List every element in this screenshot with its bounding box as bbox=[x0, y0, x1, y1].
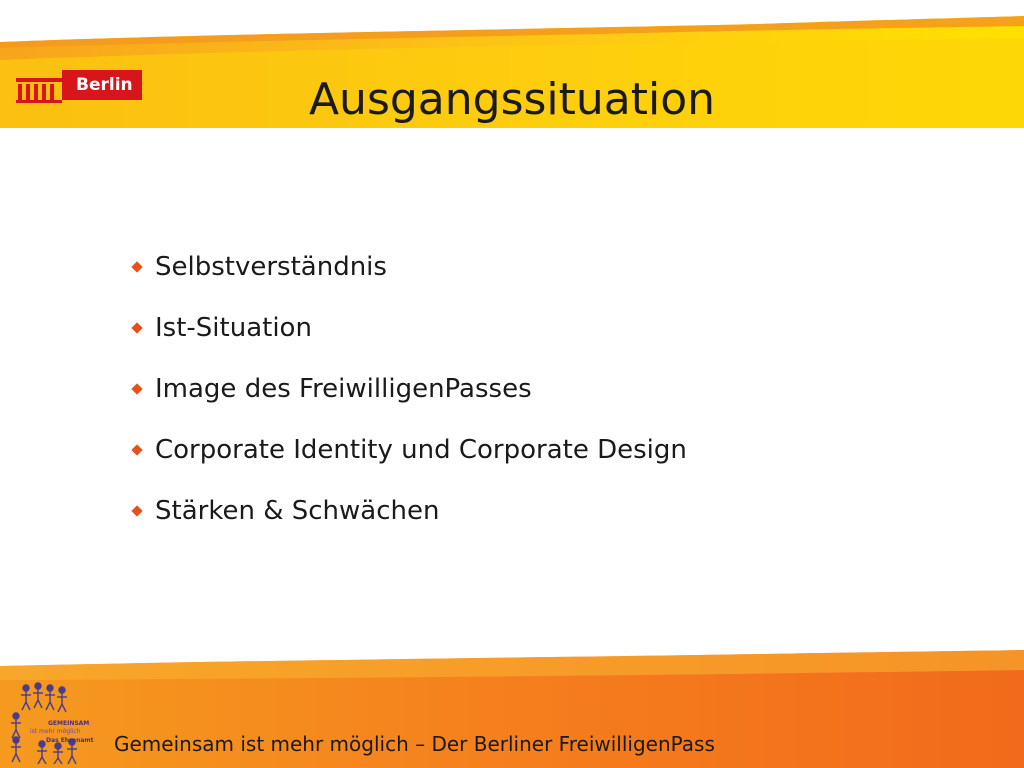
bullet-text: Ist-Situation bbox=[155, 312, 312, 343]
slide-title: Ausgangssituation bbox=[308, 74, 716, 125]
footer-logo-text: Das Ehrenamt bbox=[46, 737, 94, 744]
bullet-item bbox=[130, 236, 687, 297]
footer-logo-text: ist mehr möglich bbox=[30, 728, 81, 735]
bullet-list bbox=[130, 236, 687, 541]
bullet-item bbox=[130, 419, 687, 480]
diamond-bullet-icon bbox=[131, 444, 142, 455]
diamond-bullet-icon bbox=[131, 505, 142, 516]
bullet-text: Selbstverständnis bbox=[155, 251, 387, 282]
footer-logo bbox=[6, 680, 98, 764]
footer-text: Gemeinsam ist mehr möglich – Der Berliner FreiwilligenPass bbox=[114, 732, 715, 756]
diamond-bullet-icon bbox=[131, 261, 142, 272]
diamond-bullet-icon bbox=[131, 322, 142, 333]
bullet-text: Corporate Identity und Corporate Design bbox=[155, 434, 687, 465]
bullet-item bbox=[130, 358, 687, 419]
bullet-item bbox=[130, 480, 687, 541]
berlin-wordmark: Berlin bbox=[62, 70, 142, 100]
diamond-bullet-icon bbox=[131, 383, 142, 394]
bullet-item bbox=[130, 297, 687, 358]
bullet-text: Stärken & Schwächen bbox=[155, 495, 440, 526]
footer-logo-text: GEMEINSAM bbox=[48, 720, 90, 727]
bullet-text: Image des FreiwilligenPasses bbox=[155, 373, 532, 404]
